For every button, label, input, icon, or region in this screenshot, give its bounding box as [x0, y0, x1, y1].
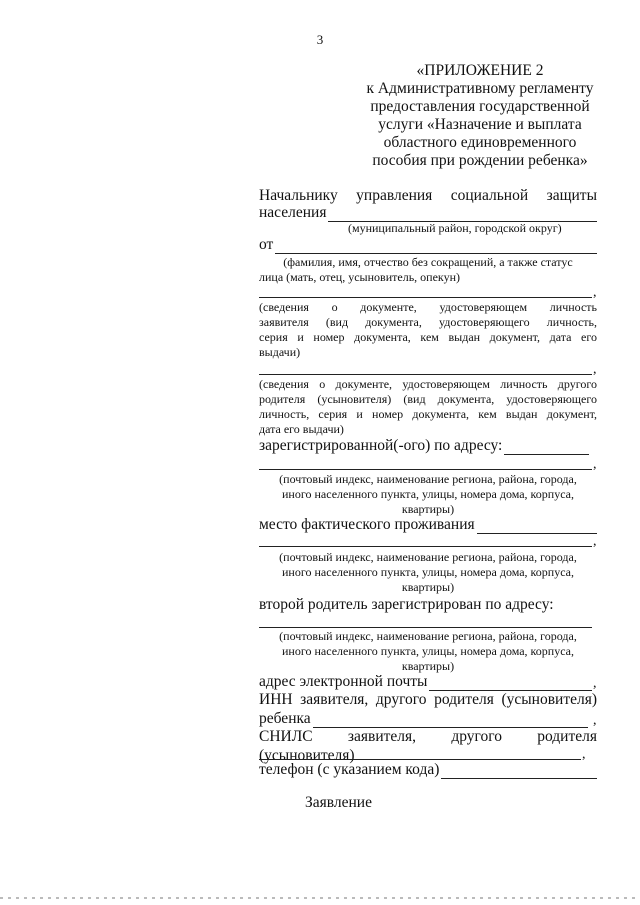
municipality-hint: (муниципальный район, городской округ) — [348, 221, 562, 235]
comma: , — [593, 713, 597, 728]
address-hint: квартиры) — [401, 502, 455, 516]
snils-label: СНИЛС заявителя, другого родителя (усыновителя) — [259, 728, 597, 764]
child-label: ребенка — [259, 710, 311, 727]
second-parent-hint: иного населенного пункта, улицы, номера дома, корпуса, — [282, 644, 574, 658]
comma: , — [593, 534, 597, 549]
second-parent-address-field[interactable] — [259, 627, 592, 628]
address-hint: иного населенного пункта, улицы, номера дома, корпуса, — [282, 487, 574, 501]
comma: , — [593, 457, 597, 472]
comma: , — [582, 747, 586, 762]
registered-row — [259, 436, 589, 455]
document-hint: выдачи) — [259, 345, 301, 359]
from-label: от — [259, 236, 274, 253]
residence-hint: квартиры) — [401, 580, 455, 594]
applicant-name-field[interactable] — [275, 239, 597, 254]
inn-field[interactable] — [313, 713, 588, 728]
page-number: 3 — [316, 32, 324, 47]
comma: , — [593, 362, 597, 377]
appendix-header — [355, 62, 605, 170]
email-row — [259, 672, 592, 691]
email-field[interactable] — [429, 676, 592, 691]
registered-address-field-2[interactable] — [259, 469, 592, 470]
second-parent-hint: квартиры) — [401, 659, 455, 673]
phone-row — [259, 760, 597, 779]
residence-hint: иного населенного пункта, улицы, номера дома, корпуса, — [282, 565, 574, 579]
header-line: услуги «Назначение и выплата — [378, 116, 582, 133]
document-hint: серия и номер документа, кем выдан документ, дата его — [259, 330, 597, 344]
applicant-hint: лица (мать, отец, усыновитель, опекун) — [259, 270, 460, 284]
population-row — [259, 203, 597, 222]
comma: , — [593, 676, 597, 691]
applicant-document-field[interactable] — [259, 297, 592, 298]
population-label: населения — [259, 204, 327, 221]
header-line: областного единовременного — [383, 134, 577, 151]
applicant-hint: (фамилия, имя, отчество без сокращений, а также статус — [283, 255, 573, 269]
parent-document-hint: родителя (усыновителя) (вид документа, удостоверяющего — [259, 392, 597, 406]
residence-row — [259, 515, 597, 534]
parent-document-field[interactable] — [259, 374, 592, 375]
address-hint: (почтовый индекс, наименование региона, района, города, — [279, 472, 577, 486]
parent-document-hint: личность, серия и номер документа, кем выдан документ, — [259, 407, 597, 421]
comma: , — [593, 285, 597, 300]
residence-field-2[interactable] — [259, 546, 592, 547]
residence-label: место фактического проживания — [259, 516, 475, 533]
document-hint: заявителя (вид документа, удостоверяющего личность, — [259, 315, 597, 329]
parent-document-hint: дата его выдачи) — [259, 422, 344, 436]
from-row — [259, 235, 597, 254]
scan-edge-artifact — [0, 897, 640, 899]
second-parent-hint: (почтовый индекс, наименование региона, района, города, — [279, 629, 577, 643]
residence-hint: (почтовый индекс, наименование региона, района, города, — [279, 550, 577, 564]
statement-title: Заявление — [305, 794, 372, 811]
second-parent-label: второй родитель зарегистрирован по адресу: — [259, 596, 554, 613]
residence-field[interactable] — [477, 519, 597, 534]
parent-document-hint: (сведения о документе, удостоверяющем личность другого — [259, 377, 597, 391]
header-line: предоставления государственной — [370, 98, 590, 115]
addressee-line: Начальнику управления социальной защиты — [259, 187, 597, 204]
child-row — [259, 709, 588, 728]
document-hint: (сведения о документе, удостоверяющем личность — [259, 300, 597, 314]
registered-label: зарегистрированной(-ого) по адресу: — [259, 437, 503, 454]
header-line: к Административному регламенту — [366, 80, 594, 97]
email-label: адрес электронной почты — [259, 673, 428, 690]
header-line: пособия при рождении ребенка» — [372, 152, 588, 169]
phone-label: телефон (с указанием кода) — [259, 761, 440, 778]
inn-label: ИНН заявителя, другого родителя (усыновителя) — [259, 691, 597, 708]
header-line: «ПРИЛОЖЕНИЕ 2 — [416, 62, 544, 79]
phone-field[interactable] — [441, 764, 597, 779]
registered-address-field[interactable] — [504, 440, 589, 455]
municipality-field[interactable] — [328, 207, 597, 222]
